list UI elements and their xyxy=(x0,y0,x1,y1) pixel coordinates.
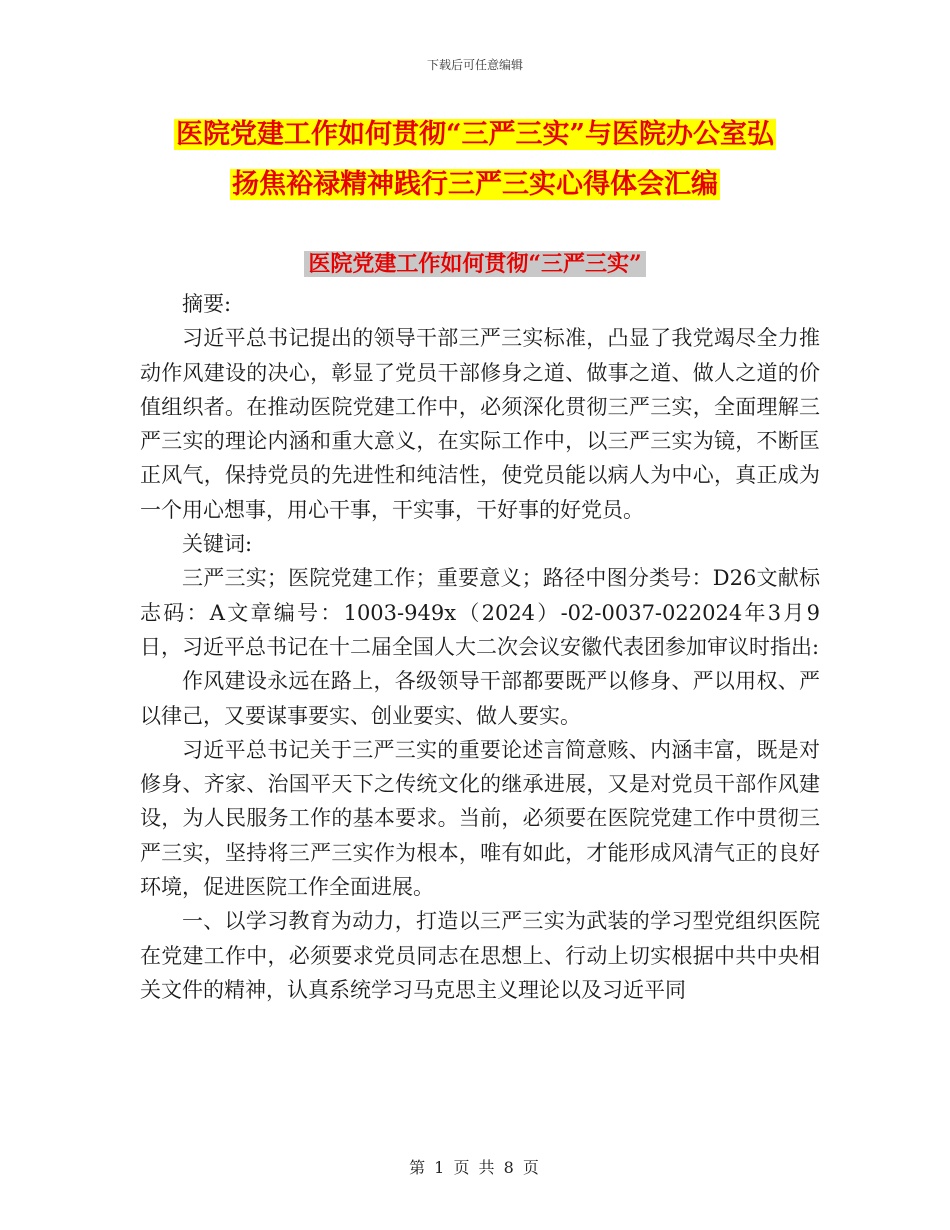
page-footer: 第 1 页 共 8 页 xyxy=(409,1158,541,1177)
abstract-paragraph: 习近平总书记提出的领导干部三严三实标准，凸显了我党竭尽全力推动作风建设的决心，彰显了党员干部修身之道、做事之道、做人之道的价值组织者。在推动医院党建工作中，必须深化贯彻三严三实，全面理解三严三实的理论内涵和重大意义，在实际工作中，以三严三实为镜，不断匡正风气，保持党员的先进性和纯洁性，使党员能以病人为中心，真正成为一个用心想事，用心干事，干实事，干好事的好党员。 xyxy=(140,326,820,522)
page-header: 下载后可任意编辑 xyxy=(426,58,523,72)
keywords-label: 关键词: xyxy=(182,532,253,557)
body-text xyxy=(140,287,820,1007)
document-title xyxy=(0,110,950,210)
quote-paragraph: 作风建设永远在路上，各级领导干部都要既严以修身、严以用权、严以律己，又要谋事要实、创业要实、做人要实。 xyxy=(140,669,820,728)
section-one-paragraph: 一、以学习教育为动力，打造以三严三实为武装的学习型党组织医院在党建工作中，必须要求党员同志在思想上、行动上切实根据中共中央相关文件的精神，认真系统学习马克思主义理论以及习近平同 xyxy=(140,909,820,1002)
abstract-label: 摘要: xyxy=(182,292,232,316)
title-line-2: 扬焦裕禄精神践行三严三实心得体会汇编 xyxy=(232,169,718,200)
body-paragraph: 习近平总书记关于三严三实的重要论述言简意赅、内涵丰富，既是对修身、齐家、治国平天下之传统文化的继承进展，又是对党员干部作风建设，为人民服务工作的基本要求。当前，必须要在医院党建工作中贯彻三严三实，坚持将三严三实作为根本，唯有如此，才能形成风清气正的良好环境，促进医院工作全面进展。 xyxy=(140,737,820,900)
section-title: 医院党建工作如何贯彻“三严三实” xyxy=(0,247,950,281)
title-line-1: 医院党建工作如何贯彻“三严三实”与医院办公室弘 xyxy=(175,119,775,150)
keywords-paragraph: 三严三实；医院党建工作；重要意义；路径中图分类号：D26文献标志码：A文章编号：1003-949x（2024）-02-0037-022024年3月9日，习近平总书记在十二届全国人大二次会议安徽代表团参加审议时指出: xyxy=(140,566,820,659)
